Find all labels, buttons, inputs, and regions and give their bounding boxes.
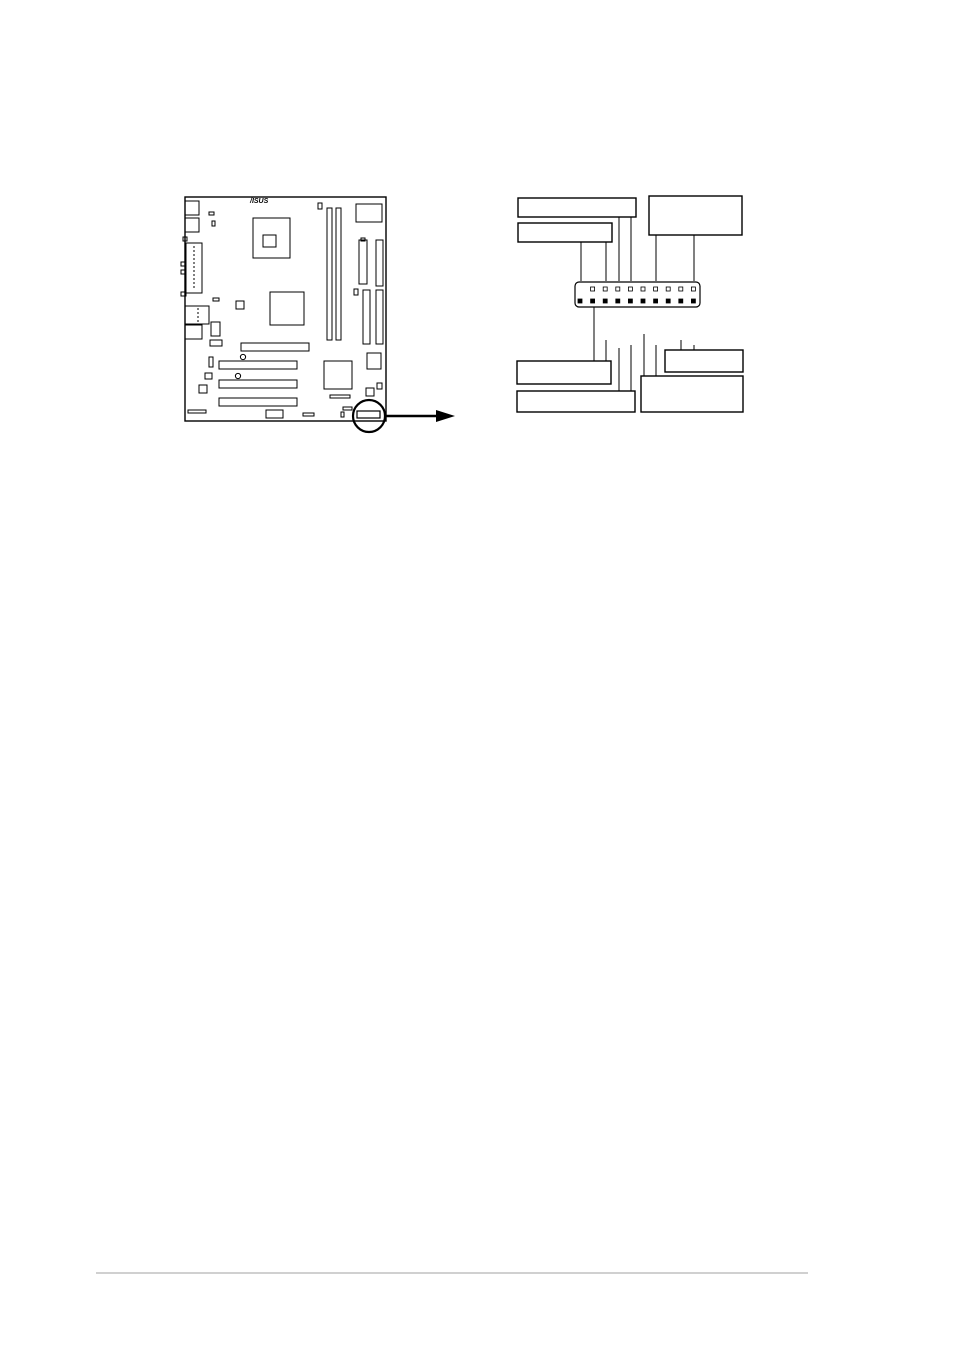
- io-chip: [211, 322, 220, 336]
- connector-pin: [691, 287, 695, 291]
- jumper: [212, 221, 215, 226]
- header-bottom: [343, 407, 352, 410]
- board-outline: [185, 197, 386, 421]
- pci-slot-1: [219, 361, 297, 369]
- connector-pin: [603, 299, 607, 303]
- header: [209, 357, 213, 367]
- ide-connector-2: [376, 240, 383, 286]
- connector-pins: [578, 287, 695, 303]
- southbridge-chip: [324, 361, 352, 389]
- connector-pin: [666, 287, 670, 291]
- jumper: [377, 383, 382, 389]
- connector-pin: [679, 287, 683, 291]
- connector-pin: [628, 299, 632, 303]
- connector-pin: [616, 287, 620, 291]
- top-label-group: [518, 196, 742, 281]
- bios-chip: [367, 353, 381, 369]
- label-box-bottom-left-upper: [517, 361, 611, 384]
- label-box-top-left-lower: [518, 223, 612, 242]
- jumper: [209, 212, 214, 215]
- header-bottom: [341, 412, 344, 417]
- io-usb-lan: [185, 306, 209, 324]
- label-box-bottom-left-lower: [517, 391, 635, 412]
- header-bottom: [303, 413, 314, 416]
- callout-arrow: [386, 410, 455, 422]
- io-audio: [185, 325, 202, 339]
- label-box-top-left-upper: [518, 198, 636, 217]
- connector-pin: [691, 299, 695, 303]
- connector-pin: [578, 299, 582, 303]
- ide-connector-3: [376, 290, 383, 344]
- io-ps2-port-2: [185, 218, 199, 232]
- io-chip: [210, 340, 222, 346]
- pci-slot-2: [219, 380, 297, 388]
- northbridge-chip: [270, 292, 304, 325]
- label-box-bottom-right-lower: [641, 376, 743, 412]
- connector-pin: [603, 287, 607, 291]
- header: [199, 385, 207, 393]
- bottom-label-group: [517, 307, 743, 412]
- small-part: [354, 289, 358, 295]
- header-bottom: [266, 410, 283, 418]
- footer-rule: [96, 1272, 808, 1274]
- agp-slot: [241, 343, 309, 351]
- connector-pin: [641, 287, 645, 291]
- header-bottom: [188, 410, 206, 413]
- cpu-socket: [253, 218, 290, 258]
- cpu-core: [263, 235, 276, 247]
- connector-pin: [641, 299, 645, 303]
- dimm-slot-2: [336, 208, 341, 340]
- header: [205, 373, 212, 379]
- label-box-top-right: [649, 196, 742, 235]
- label-box-bottom-right-upper: [665, 350, 743, 372]
- connector-pin: [591, 299, 595, 303]
- pci-slot-3: [219, 398, 297, 406]
- io-ps2-port: [185, 201, 199, 215]
- battery: [366, 388, 374, 396]
- panel-header-on-board: [357, 411, 380, 418]
- screw-hole: [240, 354, 245, 359]
- dimm-clip: [318, 203, 322, 209]
- connector-pin: [679, 299, 683, 303]
- connector-pin: [654, 299, 658, 303]
- board-logo: /ISUS: [250, 198, 269, 205]
- dimm-slot-1: [327, 208, 332, 340]
- motherboard-layout: [181, 197, 386, 432]
- power-connector: [356, 204, 382, 222]
- jumper: [213, 298, 219, 301]
- connector-pin: [591, 287, 595, 291]
- connector-pin: [616, 299, 620, 303]
- connector-pin: [654, 287, 658, 291]
- ide-connector: [359, 240, 367, 284]
- connector-pin: [666, 299, 670, 303]
- small-chip: [236, 301, 244, 309]
- pin-connector: [575, 282, 700, 307]
- connector-pin: [628, 287, 632, 291]
- screw-hole: [235, 373, 240, 378]
- fdd-connector: [363, 290, 370, 344]
- header: [330, 395, 350, 398]
